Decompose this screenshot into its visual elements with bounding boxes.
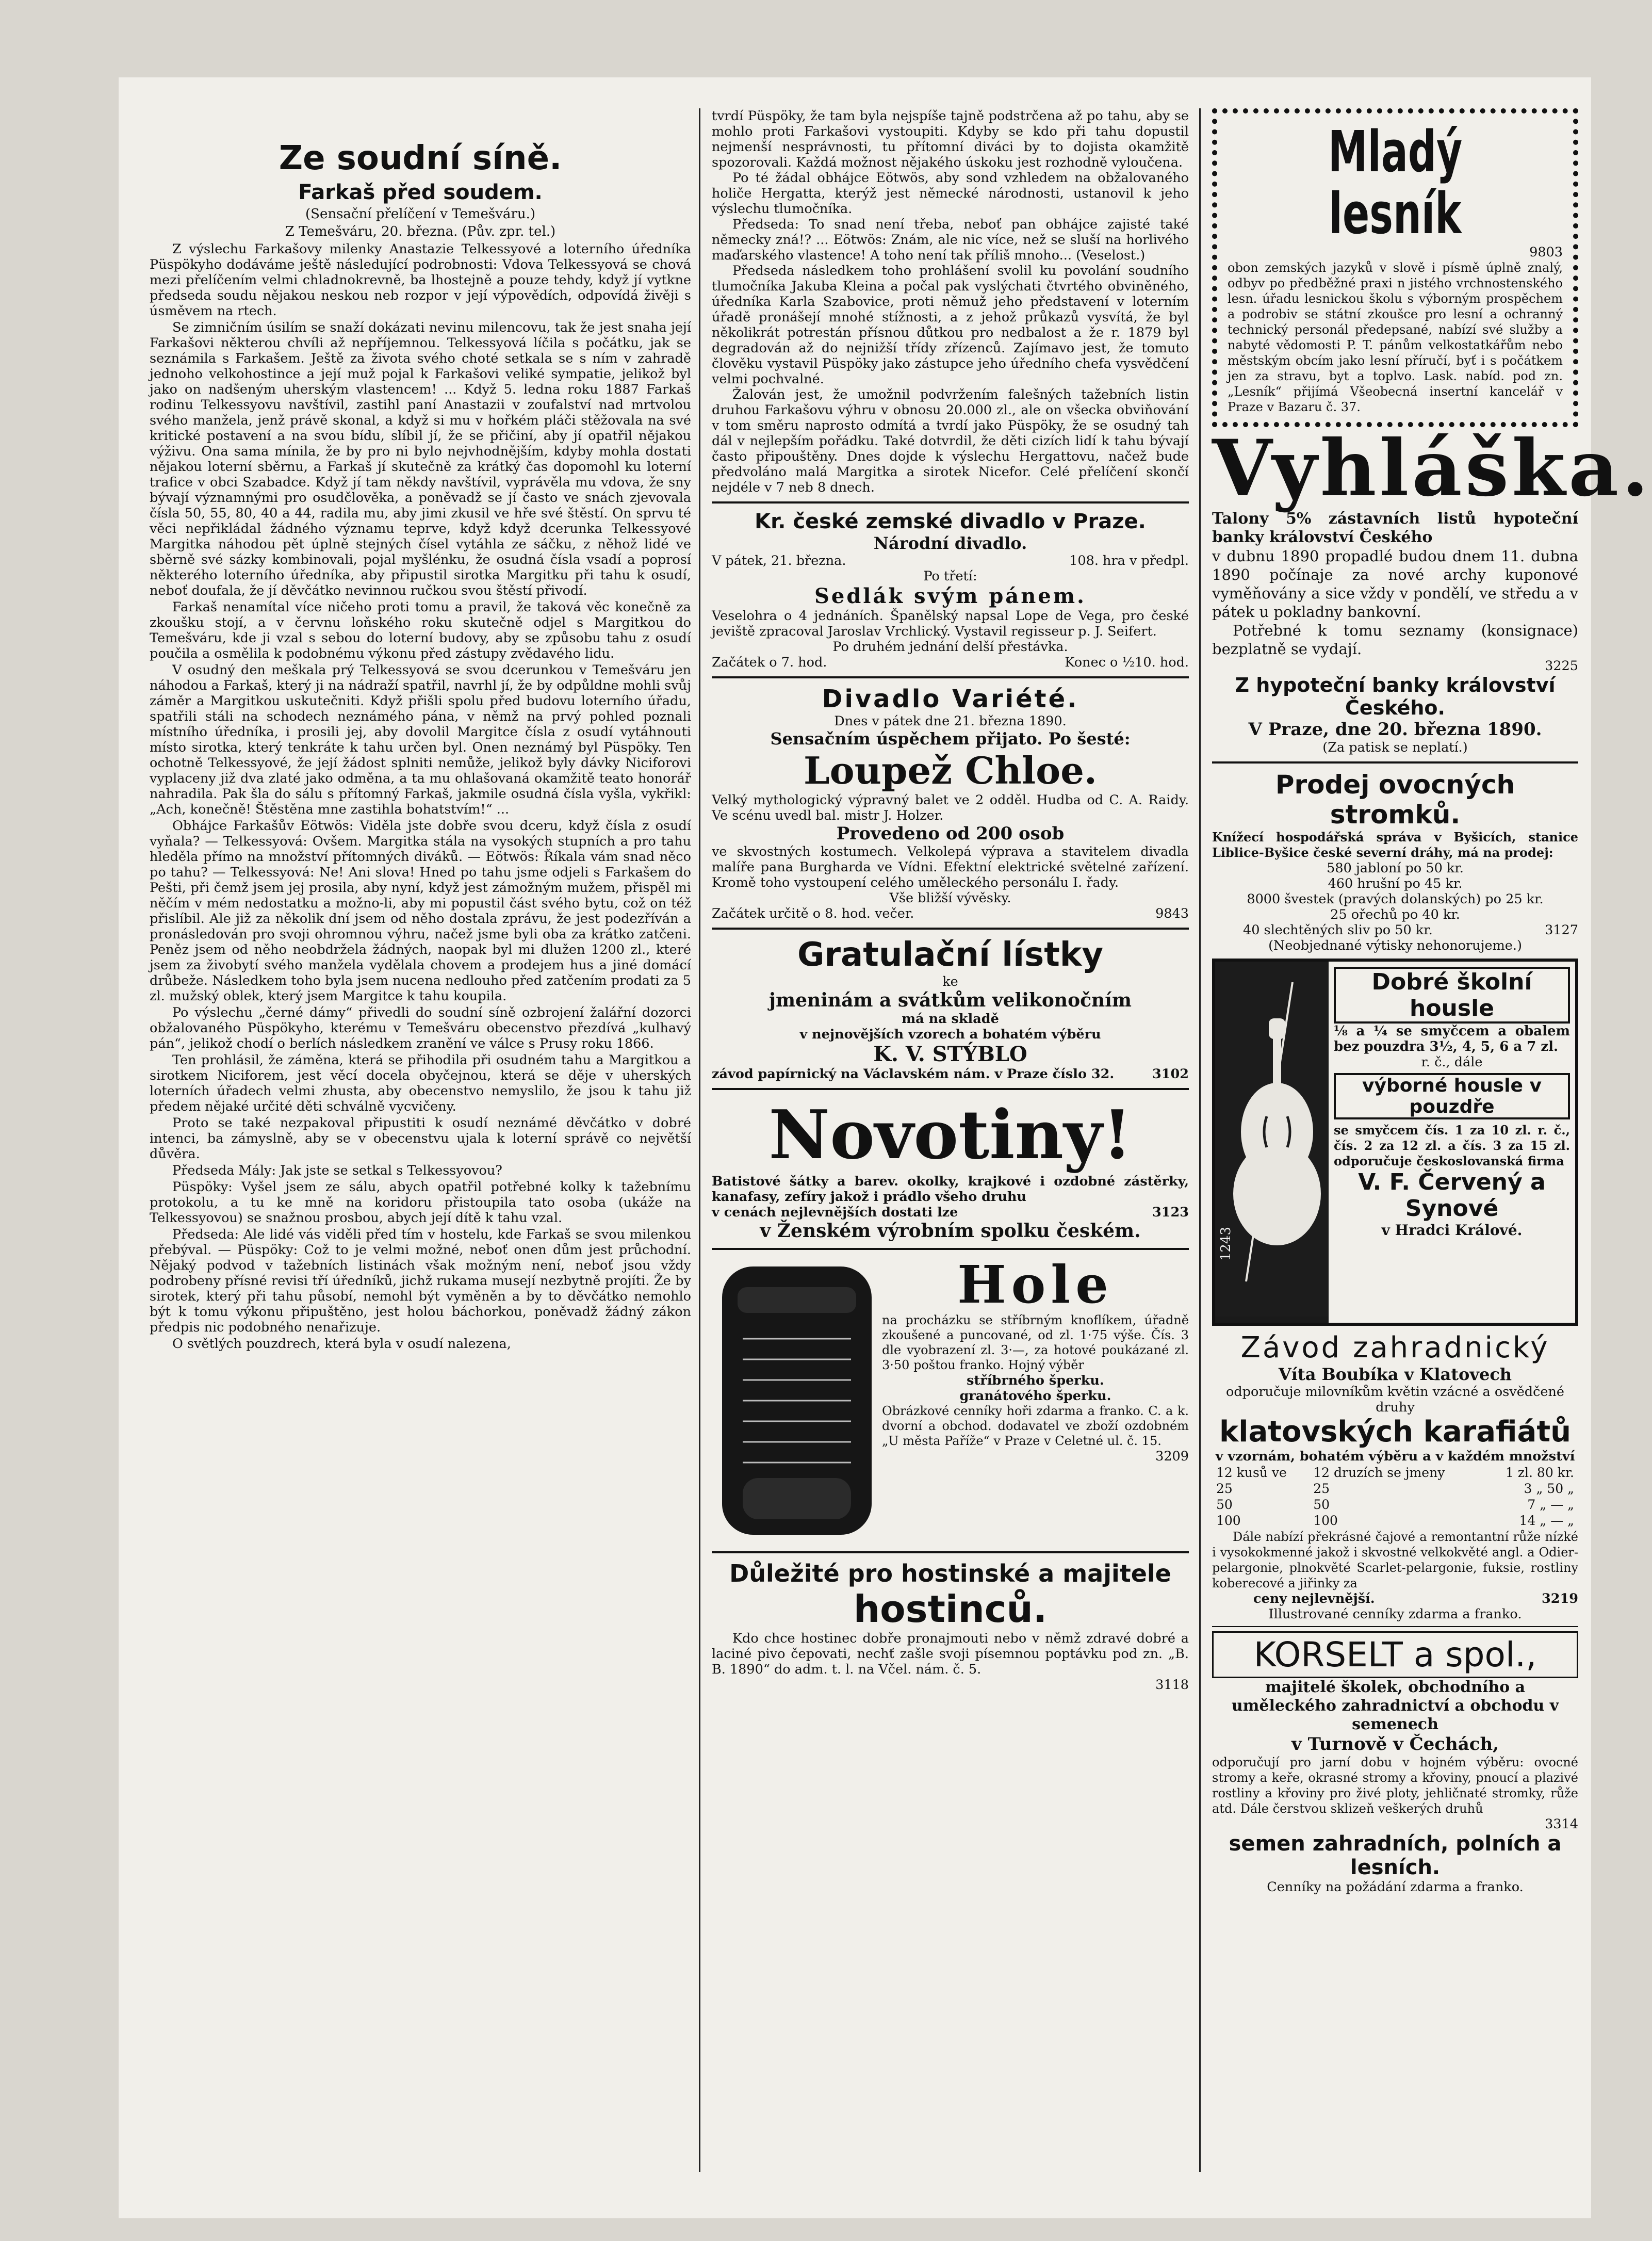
article-paragraph: V osudný den meškala prý Telkessyová se svou dcerunkou v Temešváru jen náhodou a Farkaš, který ji na nádraží spatřil, navrhl jí, že by odpůldne mohli svůj záměr a Margitkou uskutečniti. Když přišli spolu před budovu loterního úřadu, spatřili stáli na schodech neznámého pána, v němž na prvý pohled poznali místního úředníka, i prosili jej, aby dovolil Margitce čísla z osudí vytáhnouti místo sirotka, který tenkráte k tahu určen byl. Onen neznámý byl Püspöky. Ten ochotně Telkessyové, že její žádost splniti nemůže, jelikož byly dávky Niciforovi vyplaceny již dva zlaté jako odměna, a ta mu ohlašovaná okamžitě teato honorář nahradila. Pak šla do sálu s přítomný Farkaš, jakmile osudná čísla vyšla, vykřikl: „Ach, konečně! Štěstěna mne zastihla bohatstvím!“ ... — [150, 662, 691, 817]
column-rule — [1199, 108, 1201, 2172]
divider — [712, 501, 1189, 504]
article-paragraph: Předseda Mály: Jak jste se setkal s Telkessyovou? — [172, 1163, 502, 1178]
vyhlaska-desc: v dubnu 1890 propadlé budou dnem 11. dubna 1890 počínaje za nové archy kuponové vyměňovány a sice vždy v pondělí, ve středu a v pátek u pokladny bankovní. — [1212, 547, 1578, 621]
zavod-price: ceny nejlevnější. — [1253, 1591, 1375, 1606]
theatre-play: Sedlák svým pánem. — [814, 584, 1086, 608]
zavod-price-table — [1212, 1464, 1578, 1529]
article-title: Farkaš před soudem. — [298, 181, 543, 204]
article-paragraph: Ten prohlásil, že záměna, která se přihodila při osudném tahu a Margitkou a sirotkem Niciforem, jest věcí docela obyčejnou, která se děje v uherských loterních úřadech velmi zhusta, aby obecenstvo nemyslilo, že jsou k tahu již předem nějaké určité děti schválně vycvičeny. — [150, 1052, 691, 1114]
column-ads — [1212, 108, 1652, 2172]
theatre-start: Začátek o 7. hod. — [712, 655, 827, 670]
stromky-item: 8000 švestek (pravých dolanských) po 25 kr. — [1247, 891, 1544, 907]
article-paragraph: Předseda: Ale lidé vás viděli před tím v hostelu, kde Farkaš se svou milenkou přebýval. — Püspöky: Což to je velmi možné, neboť onen dům jest průchodní. Nějaký podvod v tažebních listinách však možným není, neboť jsou vždy podrobeny přísné revisi tří úředníků, jichž rukama musejí nezbytně projíti. Že by sirotek, který při tahu působí, nemohl být vyměněn a by to děvčátko nemohlo být k tomu výkonu připuštěno, jest holou báchorkou, poněvadž žádný zákon předpis nic podobného nenařizuje. — [150, 1227, 691, 1335]
housle-code: 1243 — [1218, 1226, 1234, 1261]
divider — [712, 1551, 1189, 1553]
article-paragraph: Z výslechu Farkašovy milenky Anastazie Telkessyové a loterního úředníka Püspökyho dodáváme ještě následující podrobnosti: Vdova Telkessyová se chová mezi přelíčením velmi chladnokrevně, ba lhostejně a pouze tehdy, když jí vytkne předseda soudu nějakou neskou neb rozpor v její výpovědích, odpovídá živěji s úsměvem na rtech. — [150, 241, 691, 319]
vyhlaska-desc2: Potřebné k tomu seznamy (konsignace) bezplatně se vydají. — [1212, 622, 1578, 658]
table-cell: 50 — [1313, 1497, 1330, 1512]
table-row — [1213, 1465, 1577, 1480]
article-continuation: Předseda následkem toho prohlášení svolil ku povolání soudního tlumočníka Jakuba Kleina a počal pak vyslýchati čtvrtého obviněného, úředníka Karla Szabovice, proti němuž jeho představení v loterním úřadě pronášejí mnohé stížnosti, a z jehož průkazů vysvítá, že byl několikrát potrestán přísnou důtkou pro nedbalost a že r. 1879 byl degradován až do nejnižší třídy zřízenců. Zajímavo jest, že tomuto člověku vystavil Püspöky jako zástupce jeho úředního chefa vysvědčení velmi pochvalné. — [712, 263, 1189, 387]
table-row — [1213, 1497, 1577, 1512]
variete-success: Sensačním úspěchem přijato. Po šesté: — [770, 729, 1131, 749]
vyhlaska-lead: Talony 5% zástavních listů hypoteční banky království Českého — [1212, 510, 1578, 546]
housle-line1: ⅛ a ¼ se smyčcem a obalem bez pouzdra 3½, 4, 5, 6 a 7 zl. — [1334, 1024, 1570, 1054]
table-cell: 14 „ — „ — [1519, 1513, 1574, 1528]
table-cell: 12 druzích se jmeny — [1313, 1465, 1445, 1480]
divider — [1212, 1626, 1578, 1627]
stromky-item: 40 slechtěných sliv po 50 kr. — [1243, 922, 1433, 938]
gratulation-ke: ke — [942, 974, 958, 989]
housle-name: V. F. Červený a Synové — [1358, 1169, 1546, 1222]
walking-stick-drawing — [712, 1256, 882, 1545]
lesnik-code: 9803 — [1529, 245, 1563, 260]
hostinec-title2: hostinců. — [853, 1587, 1048, 1631]
divider — [712, 1088, 1189, 1090]
zavod-ad — [1212, 1331, 1578, 1622]
variete-start: Začátek určitě o 8. hod. večer. — [712, 906, 914, 921]
theatre-third: Po třetí: — [923, 569, 977, 584]
gratulation-title: Gratulační lístky — [797, 936, 1104, 974]
gratulation-ad — [712, 936, 1189, 1082]
lesnik-desc: obon zemských jazyků v slově i písmě úplně znalý, odbyv po předběžné praxi n jistého vrchnostenského lesn. úřadu lesnickou školu s výborným prospěchem a podrobiv se státní zkoušce pro lesní a ochranný technický personál předepsané, nabízí své služby a nabyté vědomosti P. T. pánům velkostatkářům nebo městským obcím jako lesní příručí, byť i s počátkem jen za stravu, byt a toplvo. Lask. nabíd. pod zn. „Lesník“ přijímá Všeobecná insertní kancelář v Praze v Bazaru č. 37. — [1228, 261, 1563, 414]
table-cell: 100 — [1313, 1513, 1338, 1528]
vyhlaska-title: Vyhláška. — [1212, 423, 1652, 514]
zavod-product: klatovských karafiátů — [1219, 1415, 1571, 1449]
stromky-item: 580 jabloní po 50 kr. — [1327, 860, 1464, 876]
hole-title: Hole — [957, 1254, 1114, 1315]
korselt-desc2: odporučují pro jarní dobu v hojném výběru: ovocné stromy a keře, okrasné stromy a křoviny, pnoucí a plazivé rostliny a křoviny pro živé ploty, jehličnaté stromky, růže atd. Dále čerstvou sklizeň veškerých druhů — [1212, 1755, 1578, 1816]
stromky-item: 25 ořechů po 40 kr. — [1330, 907, 1460, 922]
novotiny-title: Novotiny! — [768, 1095, 1132, 1174]
table-cell: 100 — [1216, 1513, 1241, 1528]
korselt-place: v Turnově v Čechách, — [1291, 1734, 1499, 1755]
article-paragraph: Proto se také nezpakoval připustiti k osudí neznámé děvčátko v dobré intenci, ba zámyslně, aby se v obecenstvu ujala k loterní správě co největší důvěra. — [150, 1115, 691, 1162]
hole-line2: stříbrného šperku. — [967, 1373, 1104, 1388]
housle-line3: se smyčcem čís. 1 za 10 zl. r. č., čís. 2 za 12 zl. a čís. 3 za 15 zl. odporučuje českoslovanská firma — [1334, 1123, 1570, 1168]
lesnik-title: Mladý lesník — [1328, 119, 1463, 247]
zavod-desc2: Dále nabízí překrásné čajové a remontantní růže nízké i vysokokmenné jakož i skvostné velkokvěté angl. a Odier-pelargonie, plnokvěté Scarlet-pelargonie, fuksie, rostliny koberecové a jiřinky za — [1212, 1530, 1578, 1590]
theatre-date: V pátek, 21. března. — [712, 553, 846, 569]
theatre-ad — [712, 510, 1189, 670]
zavod-title: Závod zahradnický — [1240, 1331, 1550, 1365]
housle-ad — [1212, 959, 1578, 1326]
divider — [712, 928, 1189, 930]
theatre-end: Konec o ½10. hod. — [1065, 655, 1189, 670]
housle-title2: výborné housle v pouzdře — [1334, 1073, 1570, 1119]
korselt-title: KORSELT a spol., — [1212, 1631, 1578, 1678]
novotiny-desc: Batistové šátky a barev. okolky, krajkové i ozdobné zástěrky, kanafasy, zefíry jakož i prádlo všeho druhu — [712, 1174, 1189, 1205]
article-paragraph: Se zimničním úsilím se snaží dokázati nevinu milencovu, tak že jest snaha její Farkašovi některou chvíli až nepříjemnou. Telkessyová líčila s počátku, jak se seznámila s Farkašem. Ještě za života svého choté setkala se s ním v zahradě jednoho velkohostince a její muž pojal k Farkašovi veliké sympatie, jelikož byl jako on nadšeným uherským vlastencem! ... Když 5. ledna roku 1887 Farkaš rodinu Telkessyovu navštívil, zastihl paní Anastazii v zoufalství nad mrtvolou svého manžela, jenž právě skonal, a když si mu v hořkém pláči stěžovala na své kritické postavení a na svou bídu, slíbil jí, že se přičiní, aby jí opatřil nějakou výživu. Ona sama mínila, že by pro ni bylo nejvhodnějším, kdyby mohla dostati nějakou loterní sběrnu, a Farkaš jí skutečně za krátký čas dopomohl ku loterní trafice v obci Szabadce. Když jí tam někdy navštívil, vyprávěla mu vdova, že sny bývají významnými pro osudčlověka, a poněvadž se jí často ve snách zjevovala čísla 50, 55, 80, 40 a 44, radila mu, aby jimi zkusil ve hře své štěstí. On sprvu té věci nepřikládal žádného významu teprve, když když dcerunka Telkessyové Margitka náhodou pět úplně stejných čísel vytáhla ze sáčku, z něhož lidé ve sběrně své sázky kombinovali, pojal myšlénku, že osudná čísla vsadí a poprosí některého loterního úředníka, aby připustil sirotka Margitku při tahu k osudí, neboť doufala, že jí děvčátko nevinnou ručkou svou štěstí přivodí. — [150, 320, 691, 598]
korselt-seeds: semen zahradních, polních a lesních. — [1229, 1832, 1562, 1879]
column-rule — [699, 108, 700, 2172]
table-cell: 12 kusů ve — [1216, 1465, 1287, 1480]
variete-ad — [712, 685, 1189, 921]
table-cell: 25 — [1313, 1481, 1330, 1496]
hole-line3: granátového šperku. — [959, 1388, 1111, 1404]
housle-line2: r. č., dále — [1421, 1054, 1483, 1070]
table-row — [1213, 1481, 1577, 1496]
divider — [712, 1248, 1189, 1250]
article-paragraph: Po výslechu „černé dámy“ přivedli do soudní síně ozbrojení žalářní dozorci obžalovaného Püspökyho, kterému v Temešváru obecenstvo přezdívá „kulhavý pán“, jelikož chodí o berlích následkem zranění ve válce s Prusy roku 1866. — [150, 1005, 691, 1051]
hostinec-code: 3118 — [1155, 1677, 1189, 1693]
vyhlaska-bank: Z hypoteční banky království Českého. — [1235, 674, 1556, 719]
korselt-code: 3314 — [1545, 1816, 1578, 1832]
gratulation-line3: v nejnovějších vzorech a bohatém výběru — [799, 1027, 1101, 1042]
hole-code: 3209 — [1155, 1449, 1189, 1464]
stromky-code: 3127 — [1545, 922, 1578, 938]
theatre-desc: Veselohra o 4 jednáních. Španělský napsal Lope de Vega, pro české jeviště zpracoval Jaroslav Vrchlický. Vystavil regisseur p. J. Seifert. — [712, 608, 1189, 639]
stromky-note: (Neobjednané výtisky nehonorujeme.) — [1268, 938, 1522, 953]
zavod-owner: Víta Boubíka v Klatovech — [1278, 1365, 1512, 1384]
variete-more: Vše bližší vývěsky. — [889, 890, 1011, 906]
variete-code: 9843 — [1155, 906, 1189, 921]
novotiny-ad — [712, 1096, 1189, 1242]
walking-stick-image — [712, 1256, 882, 1545]
violin-image — [1215, 962, 1329, 1323]
hostinec-ad — [712, 1560, 1189, 1693]
vyhlaska-date: V Praze, dne 20. března 1890. — [1248, 719, 1542, 740]
article-continuation: Žalován jest, že umožnil podvržením falešných tažebních listin druhou Farkašovu výhru v obnosu 20.000 zl., ale on všecka obviňování v tom směru naprosto odmítá a tvrdí jako Püspöky, že se osudný tah dál v nejlepším pořádku. Také dotvrdil, že děti cizích lidí k tahu bývají často připouštěny. Dnes dojde k výslechu Hergattovu, načež bude předvoláno malá Margitka a sirotek Nicefor. Celé přelíčení skončí nejdéle v 7 neb 8 dnech. — [712, 387, 1189, 495]
stromky-title: Prodej ovocných stromků. — [1275, 770, 1515, 830]
divider — [712, 676, 1189, 678]
theatre-subtitle: Národní divadlo. — [873, 533, 1027, 553]
zavod-choice: v vzornám, bohatém výběru a v každém množství — [1215, 1449, 1575, 1464]
article-paragraph: Püspöky: Vyšel jsem ze sálu, abych opatřil potřebné kolky k tažebnímu protokolu, a tu ke mně na koridoru přistoupila tato osoba (ukáže na Telkessyovou) se snažnou prosbou, abych její dítě k tahu vzal. — [150, 1179, 691, 1226]
variete-title: Divadlo Variété. — [822, 685, 1079, 713]
zavod-desc: odporučuje milovníkům květin vzácné a osvědčené druhy — [1225, 1384, 1565, 1415]
hole-desc: na procházku se stříbrným knoflíkem, úřadně zkoušené a puncované, od zl. 1·75 výše. Čís. 3 dle vyobrazení zl. 3·—, za hotové poukázané zl. 3·50 poštou franko. Hojný výběr — [882, 1313, 1189, 1372]
column-middle — [712, 108, 1189, 2172]
vyhlaska-note: (Za patisk se neplatí.) — [1322, 740, 1468, 755]
novotiny-price: v cenách nejlevnějších dostati lze — [712, 1205, 958, 1220]
gratulation-addr: závod papírnický na Václavském nám. v Praze číslo 32. — [712, 1066, 1115, 1082]
gratulation-line2: má na skladě — [902, 1011, 999, 1027]
article-continuation: Předseda: To snad není třeba, neboť pan obhájce zajisté také německy zná!? ... Eötwös: Znám, ale nic více, než se sluší na horlivého maďarského vlastence! A toho není tak příliš mnoho... (Veselost.) — [712, 217, 1189, 263]
stromky-ad — [1212, 770, 1578, 953]
zavod-code: 3219 — [1542, 1591, 1578, 1606]
gratulation-line1: jmeninám a svátkům velikonočním — [769, 989, 1132, 1011]
article-dateline: Z Temešváru, 20. března. (Pův. zpr. tel.) — [285, 224, 556, 239]
gratulation-code: 3102 — [1152, 1066, 1189, 1082]
variete-date: Dnes v pátek dne 21. března 1890. — [834, 713, 1067, 729]
article-paragraph: O světlých pouzdrech, která byla v osudí nalezena, — [172, 1336, 511, 1352]
korselt-ad — [1212, 1631, 1578, 1895]
korselt-desc: majitelé školek, obchodního a uměleckého zahradnictví a obchodu v semenech — [1231, 1678, 1559, 1733]
newspaper-page — [119, 77, 1652, 2218]
lesnik-ad — [1212, 108, 1578, 427]
novotiny-footer: v Ženském výrobním spolku českém. — [760, 1220, 1141, 1242]
variete-desc: Velký mythologický výpravný balet ve 2 odděl. Hudba od C. A. Raidy. Ve scénu uvedl bal. mistr J. Holzer. — [712, 792, 1189, 823]
table-cell: 1 zl. 80 kr. — [1506, 1465, 1574, 1480]
article-continuation: tvrdí Püspöky, že tam byla nejspíše tajně podstrčena až po tahu, aby se mohlo proti Farkašovi vystoupiti. Kdyby se kdo při tahu dopustil nejmenší nesprávnosti, tu přítomní diváci by to dojista okamžitě spozorovali. Každá možnost nějakého úskoku jest rozhodně vyloučena. — [712, 108, 1189, 170]
article-continuation: Po té žádal obhájce Eötwös, aby sond vzhledem na obžalovaného holiče Hergatta, kterýž jest německé národnosti, ustanovil k jeho výslechu tlumočníka. — [712, 170, 1189, 217]
table-cell: 25 — [1216, 1481, 1233, 1496]
table-row — [1213, 1513, 1577, 1528]
theatre-title: Kr. české zemské divadlo v Praze. — [755, 510, 1146, 533]
vyhlaska-code: 3225 — [1545, 658, 1578, 674]
variete-cast: Provedeno od 200 osob — [836, 823, 1065, 844]
hostinec-desc: Kdo chce hostinec dobře pronajmouti nebo v němž zdravé dobré a laciné pivo čepovati, nechť zašle svoji písemnou poptávku pod zn. „B. B. 1890“ do adm. t. l. na Včel. nám. č. 5. — [712, 1631, 1189, 1677]
article-paragraph: Farkaš nenamítal více ničeho proti tomu a pravil, že taková věc konečně za zkoušku stojí, a v červnu loňského roku skutečně odjel s Margitkou do Temešváru, kde ji vzal s sebou do loterní budovy, aby se způsobu tahu z osudí poučila a osmělila k podobnému výkonu před zástupy zvědavého lidu. — [150, 599, 691, 661]
table-cell: 50 — [1216, 1497, 1233, 1512]
gratulation-name: K. V. STÝBLO — [873, 1042, 1027, 1066]
table-cell: 7 „ — „ — [1527, 1497, 1574, 1512]
stromky-desc: Knížecí hospodářská správa v Byšicích, stanice Liblice-Byšice české severní dráhy, má na prodej: — [1212, 830, 1578, 860]
hole-desc2: Obrázkové cenníky hoři zdarma a franko. C. a k. dvorní a obchod. dodavatel ve zboží ozdobném „U města Paříže“ v Praze v Celetné ul. č. 15. — [882, 1404, 1189, 1448]
novotiny-code: 3123 — [1152, 1205, 1189, 1220]
violin-drawing — [1215, 962, 1329, 1317]
zavod-catalog: Illustrované cenníky zdarma a franko. — [1268, 1606, 1522, 1622]
hole-ad — [712, 1256, 1189, 1545]
hostinec-title1: Důležité pro hostinské a majitele — [729, 1560, 1171, 1587]
stromky-item: 460 hrušní po 45 kr. — [1328, 876, 1463, 891]
theatre-pause: Po druhém jednání delší přestávka. — [832, 639, 1068, 655]
variete-play: Loupež Chloe. — [803, 749, 1097, 792]
table-cell: 3 „ 50 „ — [1524, 1481, 1574, 1496]
article-section-title: Ze soudní síně. — [279, 139, 562, 177]
article-note: (Sensační přelíčení v Temešváru.) — [305, 206, 535, 222]
theatre-perf: 108. hra v předpl. — [1069, 553, 1189, 569]
variete-desc2: ve skvostných kostumech. Velkolepá výprava a stavitelem divadla malíře pana Burgharda ve Vídni. Efektní elektrické světelné zařízení. Kromě toho vystoupení celého uměleckého personálu I. řady. — [712, 844, 1189, 890]
article-paragraph: Obhájce Farkašův Eötwös: Viděla jste dobře svou dceru, když čísla z osudí vyňala? — Telkessyová: Ovšem. Margitka stála na vysokých stupních a pro tahu hleděla přímo na množství přítomných diváků. — Eötwös: Říkala vám snad něco po tahu? — Telkessyová: Ne! Ani slova! Hned po tahu jsme odjeli s Farkašem do Pešti, při čemž jsem jej prosila, aby nyní, když jest zámožným mužem, přispěl mi něčím v mém nedostatku a možno-li, aby mi popustil část svého bytu, což on též přislíbil. Ale již za několik dní jsem od něho dostala zprávu, že jest podezříván a pronásledován pro svoji ohromnou výhru, načež jsme byli oba za krátko zatčeni. Peněz jsem od něho neobdržela žádných, naopak byl mi dlužen 1200 zl., které jsem za živobytí svého manžela vydělala chovem a prodejem hus a jiné domácí drůbeže. Následkem toho byla jsem nucena nedlouho před zatčením prodati za 5 zl. mužský oblek, který jsem Margitce k tahu koupila. — [150, 818, 691, 1004]
housle-place: v Hradci Králové. — [1381, 1222, 1523, 1239]
housle-title: Dobré školní housle — [1334, 967, 1570, 1024]
divider — [1212, 761, 1578, 764]
korselt-catalog: Cenníky na požádání zdarma a franko. — [1267, 1879, 1524, 1895]
column-article — [150, 108, 691, 2172]
